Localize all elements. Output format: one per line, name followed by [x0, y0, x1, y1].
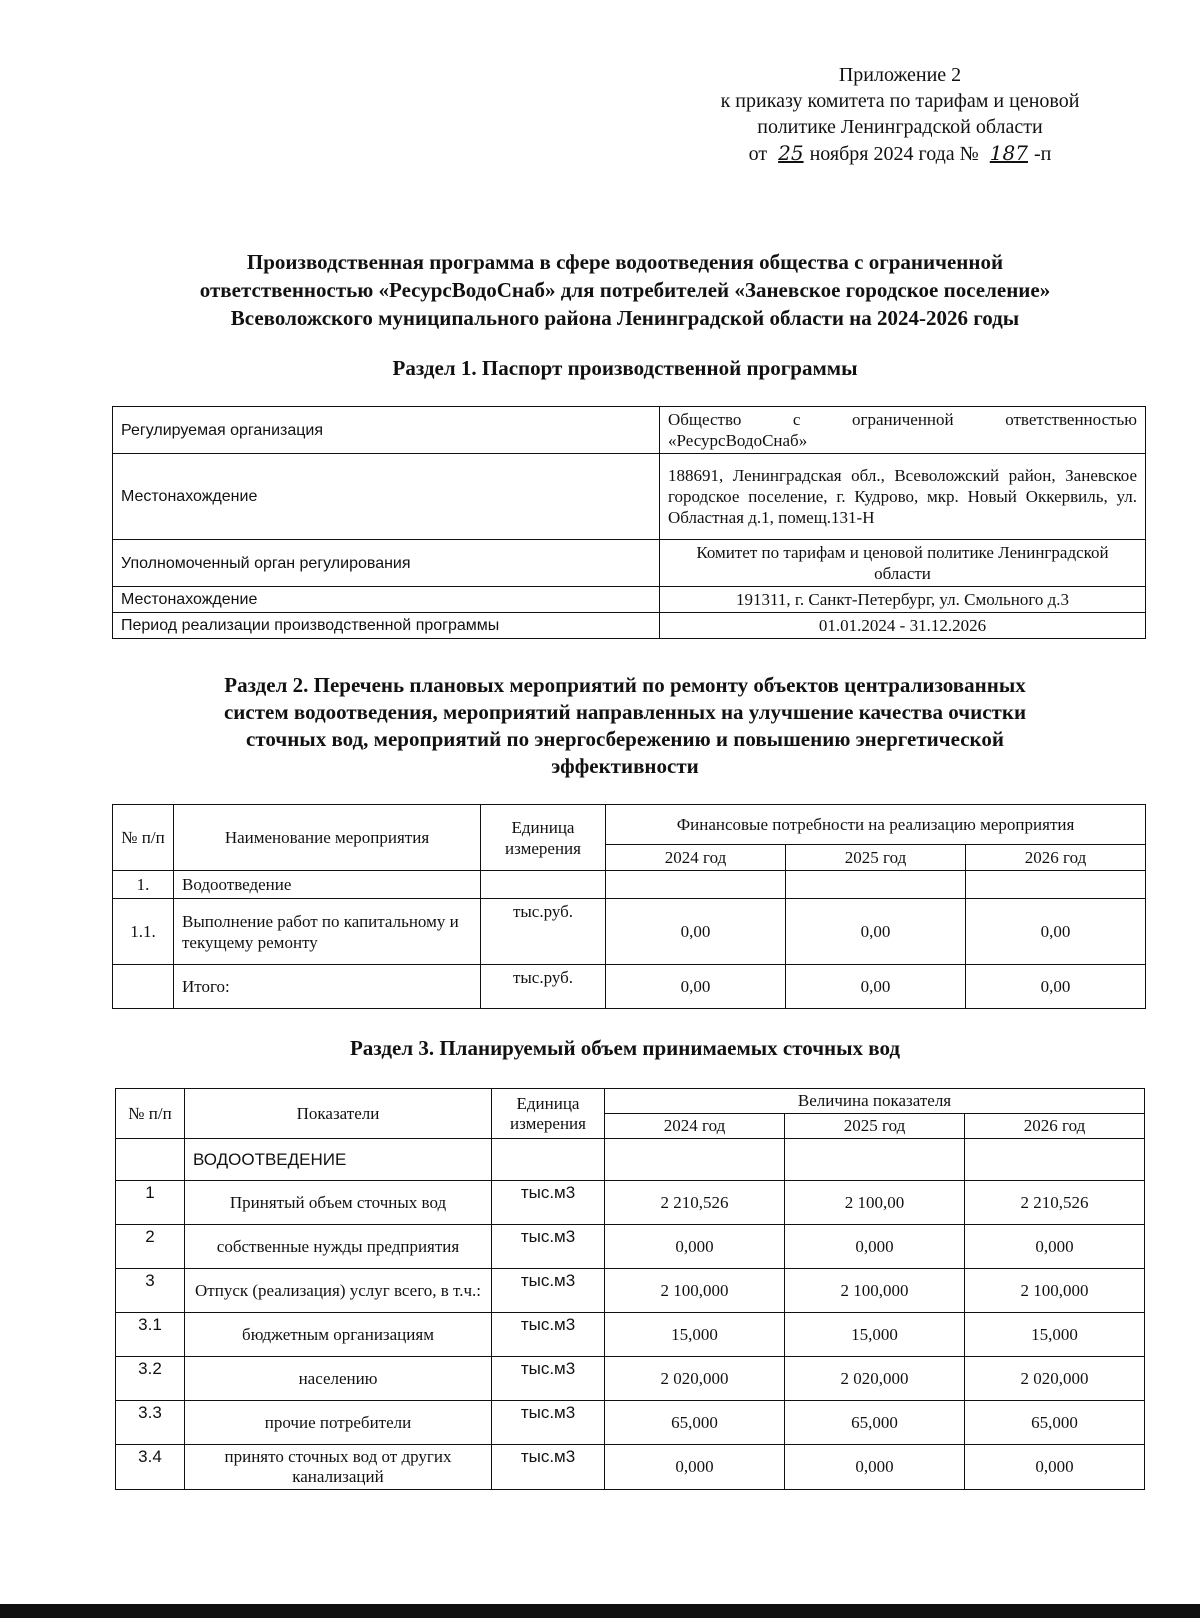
row-value — [605, 1139, 785, 1181]
row-value: 0,000 — [605, 1225, 785, 1269]
row-value: 0,00 — [966, 899, 1146, 965]
year-header: 2024 год — [605, 1114, 785, 1139]
year-header: 2026 год — [965, 1114, 1145, 1139]
row-num: 3.3 — [116, 1401, 185, 1445]
row-num: 3 — [116, 1269, 185, 1313]
row-value: 15,000 — [785, 1313, 965, 1357]
table-row — [116, 1181, 1145, 1225]
appendix-title: Приложение 2 — [838, 64, 962, 86]
col-num-header: № п/п — [116, 1089, 185, 1139]
col-num-header: № п/п — [113, 805, 174, 871]
order-number-handwritten: 187 — [989, 141, 1028, 165]
row-unit: тыс.м3 — [492, 1401, 605, 1445]
row-value — [965, 1139, 1145, 1181]
row-num: 2 — [116, 1225, 185, 1269]
passport-label: Уполномоченный орган регулирования — [113, 540, 660, 587]
table-row — [116, 1313, 1145, 1357]
volume-table — [115, 1088, 1145, 1490]
row-unit: тыс.м3 — [492, 1225, 605, 1269]
row-num: 3.2 — [116, 1357, 185, 1401]
row-name: Итого: — [174, 965, 481, 1009]
row-name: ВОДООТВЕДЕНИЕ — [185, 1139, 492, 1181]
year-header: 2026 год — [966, 845, 1146, 871]
row-value — [606, 871, 786, 899]
row-value — [966, 871, 1146, 899]
document-title-line3: Всеволожского муниципального района Ленинградской области на 2024-2026 годы — [230, 306, 1020, 330]
row-name: Выполнение работ по капитальному и текущему ремонту — [174, 899, 481, 965]
passport-value: 191311, г. Санкт-Петербург, ул. Смольного д.3 — [660, 587, 1146, 613]
date-month-year: ноября 2024 года № — [809, 143, 979, 165]
table-row — [113, 613, 1146, 639]
measures-table — [112, 804, 1146, 1009]
row-value: 2 210,526 — [605, 1181, 785, 1225]
col-name-header: Наименование мероприятия — [174, 805, 481, 871]
table-row — [116, 1139, 1145, 1181]
table-header-row — [113, 805, 1146, 845]
row-value: 2 020,000 — [605, 1357, 785, 1401]
passport-value: 01.01.2024 - 31.12.2026 — [660, 613, 1146, 639]
passport-value: Общество с ограниченной ответственностью «РесурсВодоСнаб» — [660, 407, 1146, 454]
row-unit: тыс.руб. — [481, 899, 606, 965]
section3-heading: Раздел 3. Планируемый объем принимаемых сточных вод — [349, 1036, 901, 1060]
row-num: 1 — [116, 1181, 185, 1225]
row-value: 0,000 — [965, 1445, 1145, 1490]
row-value: 0,00 — [606, 965, 786, 1009]
passport-label: Регулируемая организация — [113, 407, 660, 454]
row-num: 1. — [113, 871, 174, 899]
passport-value: 188691, Ленинградская обл., Всеволожский район, Заневское городское поселение, г. Кудрово, мкр. Новый Оккервиль, ул. Областная д.1, помещ.131-Н — [660, 454, 1146, 540]
col-unit-header: Единица измерения — [492, 1089, 605, 1139]
table-row — [113, 407, 1146, 454]
row-unit — [481, 871, 606, 899]
row-value: 0,000 — [965, 1225, 1145, 1269]
row-name: бюджетным организациям — [185, 1313, 492, 1357]
row-value: 15,000 — [965, 1313, 1145, 1357]
row-name: Принятый объем сточных вод — [185, 1181, 492, 1225]
table-row — [113, 871, 1146, 899]
date-prefix: от — [748, 143, 768, 165]
row-name: принято сточных вод от других канализаций — [185, 1445, 492, 1490]
table-header-row — [116, 1089, 1145, 1114]
section2-heading-line1: Раздел 2. Перечень плановых мероприятий по ремонту объектов централизованных — [224, 673, 1026, 697]
year-header: 2025 год — [786, 845, 966, 871]
year-header: 2025 год — [785, 1114, 965, 1139]
appendix-date-line — [660, 140, 1140, 167]
table-row — [113, 965, 1146, 1009]
table-row — [116, 1445, 1145, 1490]
row-value: 0,00 — [966, 965, 1146, 1009]
table-row — [116, 1357, 1145, 1401]
row-num: 1.1. — [113, 899, 174, 965]
table-row — [116, 1225, 1145, 1269]
row-name: Отпуск (реализация) услуг всего, в т.ч.: — [185, 1269, 492, 1313]
scan-bottom-edge — [0, 1604, 1200, 1618]
row-value: 2 020,000 — [965, 1357, 1145, 1401]
table-row — [113, 454, 1146, 540]
row-value — [785, 1139, 965, 1181]
section2-heading-line3: сточных вод, мероприятий по энергосбережению и повышению энергетической — [246, 727, 1004, 751]
row-unit: тыс.м3 — [492, 1181, 605, 1225]
row-value: 0,00 — [786, 899, 966, 965]
row-value: 2 020,000 — [785, 1357, 965, 1401]
row-value: 2 100,000 — [785, 1269, 965, 1313]
table-row — [116, 1269, 1145, 1313]
col-name-header: Показатели — [185, 1089, 492, 1139]
row-value: 2 100,000 — [965, 1269, 1145, 1313]
row-value: 0,000 — [785, 1445, 965, 1490]
row-value: 0,00 — [786, 965, 966, 1009]
row-name: Водоотведение — [174, 871, 481, 899]
row-unit: тыс.руб. — [481, 965, 606, 1009]
row-num — [116, 1139, 185, 1181]
passport-table — [112, 406, 1146, 639]
col-finance-header: Финансовые потребности на реализацию мероприятия — [606, 805, 1146, 845]
passport-label: Период реализации производственной программы — [113, 613, 660, 639]
row-value: 0,00 — [606, 899, 786, 965]
table-row — [116, 1401, 1145, 1445]
passport-value: Комитет по тарифам и ценовой политике Ленинградской области — [660, 540, 1146, 587]
document-title-line2: ответственностью «РесурсВодоСнаб» для потребителей «Заневское городское поселение» — [199, 278, 1051, 302]
row-value: 65,000 — [785, 1401, 965, 1445]
row-unit — [492, 1139, 605, 1181]
row-value: 2 100,00 — [785, 1181, 965, 1225]
row-name: населению — [185, 1357, 492, 1401]
table-row — [113, 587, 1146, 613]
section2-heading — [110, 672, 1140, 780]
passport-label: Местонахождение — [113, 587, 660, 613]
row-value: 65,000 — [605, 1401, 785, 1445]
row-num: 3.1 — [116, 1313, 185, 1357]
row-value: 2 210,526 — [965, 1181, 1145, 1225]
row-value: 2 100,000 — [605, 1269, 785, 1313]
year-header: 2024 год — [606, 845, 786, 871]
table-row — [113, 540, 1146, 587]
row-unit: тыс.м3 — [492, 1313, 605, 1357]
section1-heading: Раздел 1. Паспорт производственной программы — [392, 356, 858, 380]
row-value: 65,000 — [965, 1401, 1145, 1445]
row-name: собственные нужды предприятия — [185, 1225, 492, 1269]
row-value — [786, 871, 966, 899]
appendix-header — [660, 62, 1140, 167]
section2-heading-line2: систем водоотведения, мероприятий направленных на улучшение качества очистки — [223, 700, 1027, 724]
row-name: прочие потребители — [185, 1401, 492, 1445]
row-num — [113, 965, 174, 1009]
row-value: 0,000 — [605, 1445, 785, 1490]
document-title-line1: Производственная программа в сфере водоотведения общества с ограниченной — [246, 250, 1004, 274]
section2-heading-line4: эффективности — [551, 754, 699, 778]
date-day-handwritten: 25 — [778, 141, 804, 165]
row-num: 3.4 — [116, 1445, 185, 1490]
passport-label: Местонахождение — [113, 454, 660, 540]
appendix-order-ref: к приказу комитета по тарифам и ценовой — [720, 90, 1080, 112]
document-title — [110, 248, 1140, 332]
row-value: 15,000 — [605, 1313, 785, 1357]
order-suffix: -п — [1033, 143, 1052, 165]
appendix-order-ref-cont: политике Ленинградской области — [757, 116, 1043, 138]
row-unit: тыс.м3 — [492, 1445, 605, 1490]
row-unit: тыс.м3 — [492, 1357, 605, 1401]
row-unit: тыс.м3 — [492, 1269, 605, 1313]
col-unit-header: Единица измерения — [481, 805, 606, 871]
table-row — [113, 899, 1146, 965]
col-value-header: Величина показателя — [605, 1089, 1145, 1114]
row-value: 0,000 — [785, 1225, 965, 1269]
